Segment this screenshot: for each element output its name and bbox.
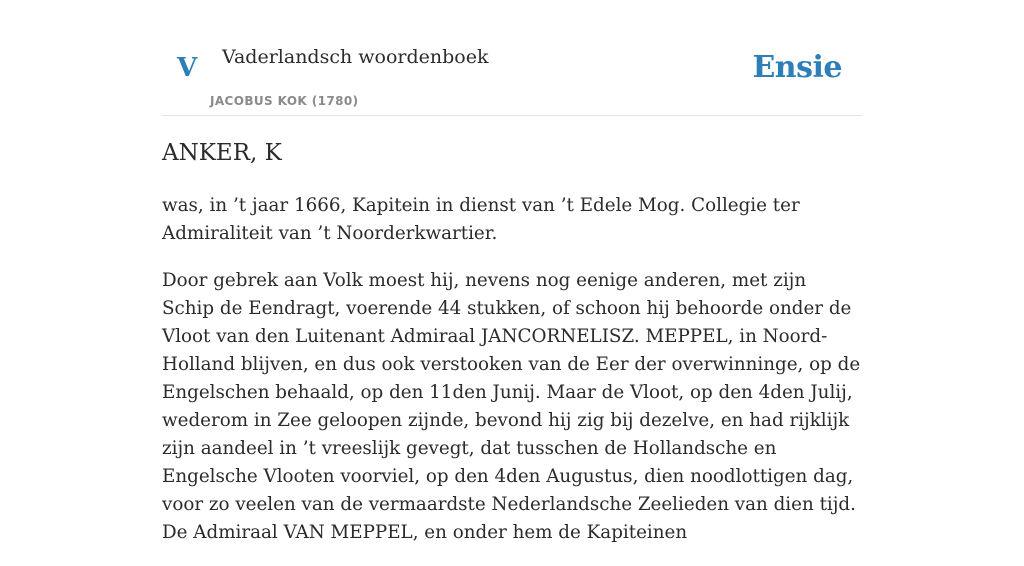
ensie-logo[interactable]: Ensie xyxy=(752,50,842,85)
entry-content xyxy=(162,192,862,566)
entry-title: ANKER, K xyxy=(162,140,282,166)
book-title-link[interactable]: Vaderlandsch woordenboek xyxy=(222,46,489,68)
book-author: JACOBUS KOK (1780) xyxy=(210,94,359,108)
entry-paragraph: Door gebrek aan Volk moest hij, nevens nog eenige anderen, met zijn Schip de Eendragt, voerende 44 stukken, of schoon hij behoorde onder de Vloot van den Luitenant Admiraal JANCORNELISZ. MEPPEL, in Noord-Holland blijven, en dus ook verstooken van de Eer der overwinninge, op de Engelschen behaald, op den 11den Junij. Maar de Vloot, op den 4den Julij, wederom in Zee geloopen zijnde, bevond hij zig bij dezelve, en had rijklijk zijn aandeel in ’t vreeslijk gevegt, dat tusschen de Hollandsche en Engelsche Vlooten voorviel, op den 4den Augustus, dien noodlottigen dag, voor zo veelen van de vermaardste Nederlandsche Zeelieden van dien tijd. De Admiraal VAN MEPPEL, en onder hem de Kapiteinen xyxy=(162,270,861,543)
entry-paragraph: was, in ’t jaar 1666, Kapitein in dienst van ’t Edele Mog. Collegie ter Admiraliteit van ’t Noorderkwartier. xyxy=(162,195,800,244)
book-logo[interactable]: V xyxy=(177,53,198,83)
site-header xyxy=(162,0,862,116)
